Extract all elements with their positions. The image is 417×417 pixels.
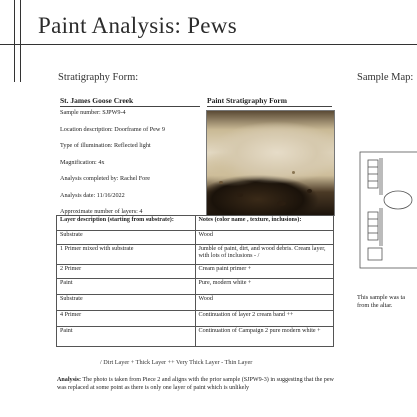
frame-vertical-line-1 [14,0,15,82]
analysis-text: The photo is taken from Piece 2 and aligns with the prior sample (SJPW9-3) in suggesting that the pew was replaced at some point as there is only one layer of paint which is unlikely [57,377,334,391]
table-cell-notes: Wood [195,295,334,311]
table-cell-notes: Cream paint primer + [195,265,334,279]
info-field-analysis-date: Analysis date: 11/16/2022 [60,191,125,199]
sample-map-label: Sample Map: [357,72,414,83]
table-cell-notes: Jumble of paint, dirt, and wood debris. Cream layer, with lots of inclusions - / [195,245,334,265]
table-header-notes: Notes (color name , texture, inclusions): [195,216,334,231]
table-header-row [57,216,334,231]
info-field-location-description: Location description: Doorframe of Pew 9 [60,125,165,133]
table-cell-notes: Pure, modern white + [195,279,334,295]
frame-horizontal-line [0,44,417,45]
cross-section-photo [206,110,335,216]
table-cell-layer: 2 Primer [57,265,196,279]
table-cell-layer: Substrate [57,231,196,245]
page-title: Paint Analysis: Pews [38,13,237,38]
table-cell-layer: Paint [57,327,196,347]
info-field-illumination: Type of illumination: Reflected light [60,142,151,149]
table-row [57,245,334,265]
table-cell-notes: Wood [195,231,334,245]
analysis-paragraph [57,377,342,392]
sample-info-panel [60,96,200,223]
analysis-label: Analysis: [57,377,82,383]
location-name: St. James Goose Creek [60,96,200,107]
table-row [57,231,334,245]
table-cell-notes: Continuation of layer 2 cream band ++ [195,311,334,327]
table-cell-layer: Paint [57,279,196,295]
stratigraphy-table [56,215,334,347]
info-field-magnification: Magnification: 4x [60,158,105,166]
table-row [57,279,334,295]
table-cell-layer: 1 Primer mixed with substrate [57,245,196,265]
table-cell-layer: 4 Primer [57,311,196,327]
info-field-sample-number: Sample number: SJPW9-4 [60,109,126,116]
stratigraphy-form-label: Stratigraphy Form: [58,72,139,83]
table-row [57,295,334,311]
sample-map-drawing [358,150,417,270]
table-row [57,327,334,347]
table-row [57,265,334,279]
sample-map-caption-line1: This sample was ta [357,294,406,301]
table-header-layer: Layer description (starting from substrate): [57,216,196,231]
sample-map-caption [357,294,405,310]
sample-map-caption-line2: from the altar. [357,302,393,310]
table-cell-notes: Continuation of Campaign 2 pure modern white + [195,327,334,347]
table-cell-layer: Substrate [57,295,196,311]
form-title: Paint Stratigraphy Form [207,96,332,107]
layer-legend: / Dirt Layer + Thick Layer ++ Very Thick Layer - Thin Layer [100,359,253,366]
info-field-analyst: Analysis completed by: Rachel Fore [60,175,151,182]
table-row [57,311,334,327]
info-field-layer-count: Approximate number of layers: 4 [60,208,143,215]
frame-vertical-line-2 [20,0,21,82]
